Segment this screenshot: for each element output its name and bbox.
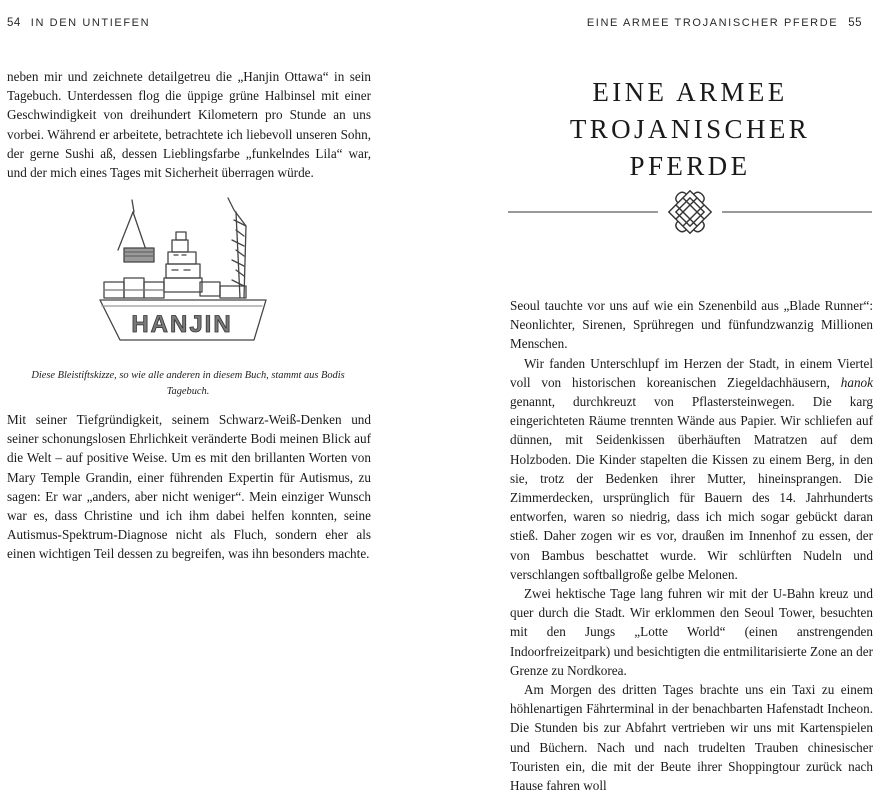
right-running-head-title: EINE ARMEE TROJANISCHER PFERDE xyxy=(586,17,839,29)
right-paragraph-2-text-a: Wir fanden Unterschlupf im Herzen der Stadt, in einem Viertel voll von historischen koreanischen Ziegeldachhäusern, xyxy=(510,355,873,390)
sketch-caption: Diese Bleistiftskizze, so wie alle anderen in diesem Buch, stammt aus Bodis Tagebuch. xyxy=(31,370,345,397)
right-paragraph-4-text: Am Morgen des dritten Tages brachte uns ein Taxi zu einem höhlenartigen Fährterminal in der benachbarten Hafenstadt Incheon. Die Stunden bis zur Abfahrt vertrieben wir uns mit Kartenspielen und Büchern. Nach und nach trudelten Trauben chinesischer Touristen ein, die mit der Beute ihrer Shoppingtour zurück nach Hause fahren woll xyxy=(510,682,873,794)
right-paragraph xyxy=(510,354,873,584)
right-paragraph xyxy=(510,584,873,680)
chapter-title-line-1: EINE ARMEE xyxy=(592,77,788,107)
left-paragraph-1-text: neben mir und zeichnete detailgetreu die „Hanjin Ottawa“ in sein Tagebuch. Unterdessen flog die üppige grüne Halbinsel mit einer Geschwindigkeit von dreihundert Kilometern pro Stunde an uns vorbei. Während er arbeitete, betrachtete ich liebevoll unseren Sohn, der gerne Sushi aß, dessen Lieblingsfarbe „funkelndes Lila“ war, und der mich eines Tages mit Sicherheit überragen würde. xyxy=(7,69,371,181)
left-paragraph-2-text: Mit seiner Tiefgründigkeit, seinem Schwarz-Weiß-Denken und seiner schonungslosen Ehrlichkeit veränderte Bodi meinen Blick auf die Welt – auf positive Weise. Um es mit den brillanten Worten von Mary Temple Grandin, einer führenden Expertin für Autismus, zu sagen: Er war „anders, aber nicht weniger“. Mein einziger Wunsch war es, dass Christine und ich ihm dabei helfen konnten, seine Autismus-Spektrum-Diagnose nicht als Fluch, sondern eher als einen wichtigen Teil dessen zu begreifen, was ihn besonders machte. xyxy=(7,412,371,562)
right-paragraph-1-text: Seoul tauchte vor uns auf wie ein Szenenbild aus „Blade Runner“: Neonlichter, Sirenen, Sprühregen und fünfundzwanzig Millionen Menschen. xyxy=(510,298,873,352)
right-page-number: 55 xyxy=(848,17,862,29)
left-page-number: 54 xyxy=(7,17,21,29)
sketch-hanjin-text: HANJIN xyxy=(131,311,233,338)
right-paragraph xyxy=(510,296,873,354)
left-running-head-title: IN DEN UNTIEFEN xyxy=(30,17,151,29)
chapter-title xyxy=(510,74,870,185)
endless-knot-ornament-icon xyxy=(508,188,872,236)
left-running-head xyxy=(7,17,150,29)
left-paragraph-1 xyxy=(7,67,371,182)
left-page xyxy=(0,0,440,703)
right-page xyxy=(440,0,879,794)
right-running-head xyxy=(587,17,862,29)
right-paragraph-2-text-b: genannt, durchkreuzt von Pflastersteinwegen. Die karg eingerichteten Räume trennten Wände aus Papier. Wir schliefen auf dünnen, mit Seidenkissen überhäuften Matratzen auf dem Holzboden. Die Kinder stapelten die Kissen zu einem Berg, in den sie, trotz der Bedenken ihrer Mutter, hineinsprangen. Die Zimmerdecken, ursprünglich für Bauern des 14. Jahrhunderts entworfen, waren so niedrig, dass ich mich sogar gebückt daran stieß. Daher zogen wir es vor, draußen im Innenhof zu essen, der von Bambus beschattet wurde. Wir schlürften Nudeln und verschlangen softballgroße gelbe Melonen. xyxy=(510,394,873,582)
hanok-italic-word: hanok xyxy=(840,374,873,390)
ship-sketch-icon xyxy=(96,190,268,360)
right-body-text xyxy=(510,296,873,795)
right-paragraph xyxy=(510,680,873,795)
left-paragraph-2 xyxy=(7,410,371,564)
right-paragraph-3-text: Zwei hektische Tage lang fuhren wir mit der U-Bahn kreuz und quer durch die Stadt. Wir erklommen den Seoul Tower, besuchten mit den Jungs „Lotte World“ (einen anstrengenden Indoorfreizeitpark) und besichtigten die entmilitarisierte Zone an der Grenze zu Nordkorea. xyxy=(510,586,873,678)
chapter-title-line-2: TROJANISCHER PFERDE xyxy=(569,114,811,181)
